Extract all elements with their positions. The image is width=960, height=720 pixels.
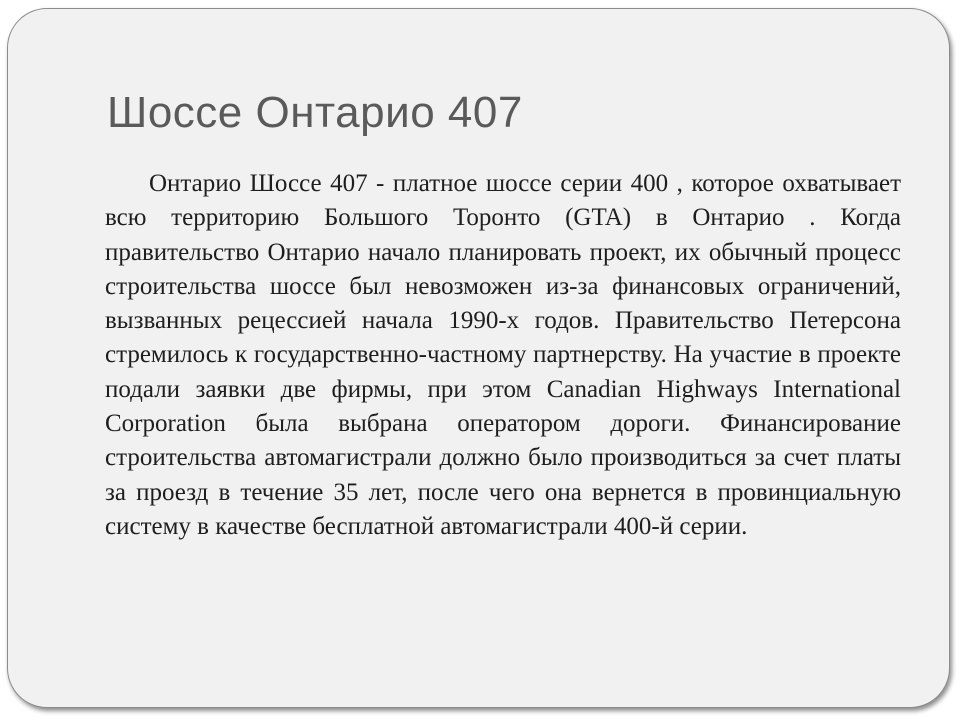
slide-body-text: Онтарио Шоссе 407 - платное шоссе серии 400 , которое охватывает всю территорию Большого Торонто (GTA) в Онтарио . Когда правительство Онтарио начало планировать проект, их обычный процесс строительства шоссе был невозможен из-за финансовых ограничений, вызванных рецессией начала 1990-х годов. Правительство Петерсона стремилось к государственно-частному партнерству. На участие в проекте подали заявки две фирмы, при этом Canadian Highways International Corporation была выбрана оператором дороги. Финансирование строительства автомагистрали должно было производиться за счет платы за проезд в течение 35 лет, после чего она вернется в провинциальную систему в качестве бесплатной автомагистрали 400-й серии. bbox=[105, 170, 901, 540]
slide-frame bbox=[7, 8, 950, 708]
slide-title: Шоссе Онтарио 407 bbox=[107, 88, 523, 137]
